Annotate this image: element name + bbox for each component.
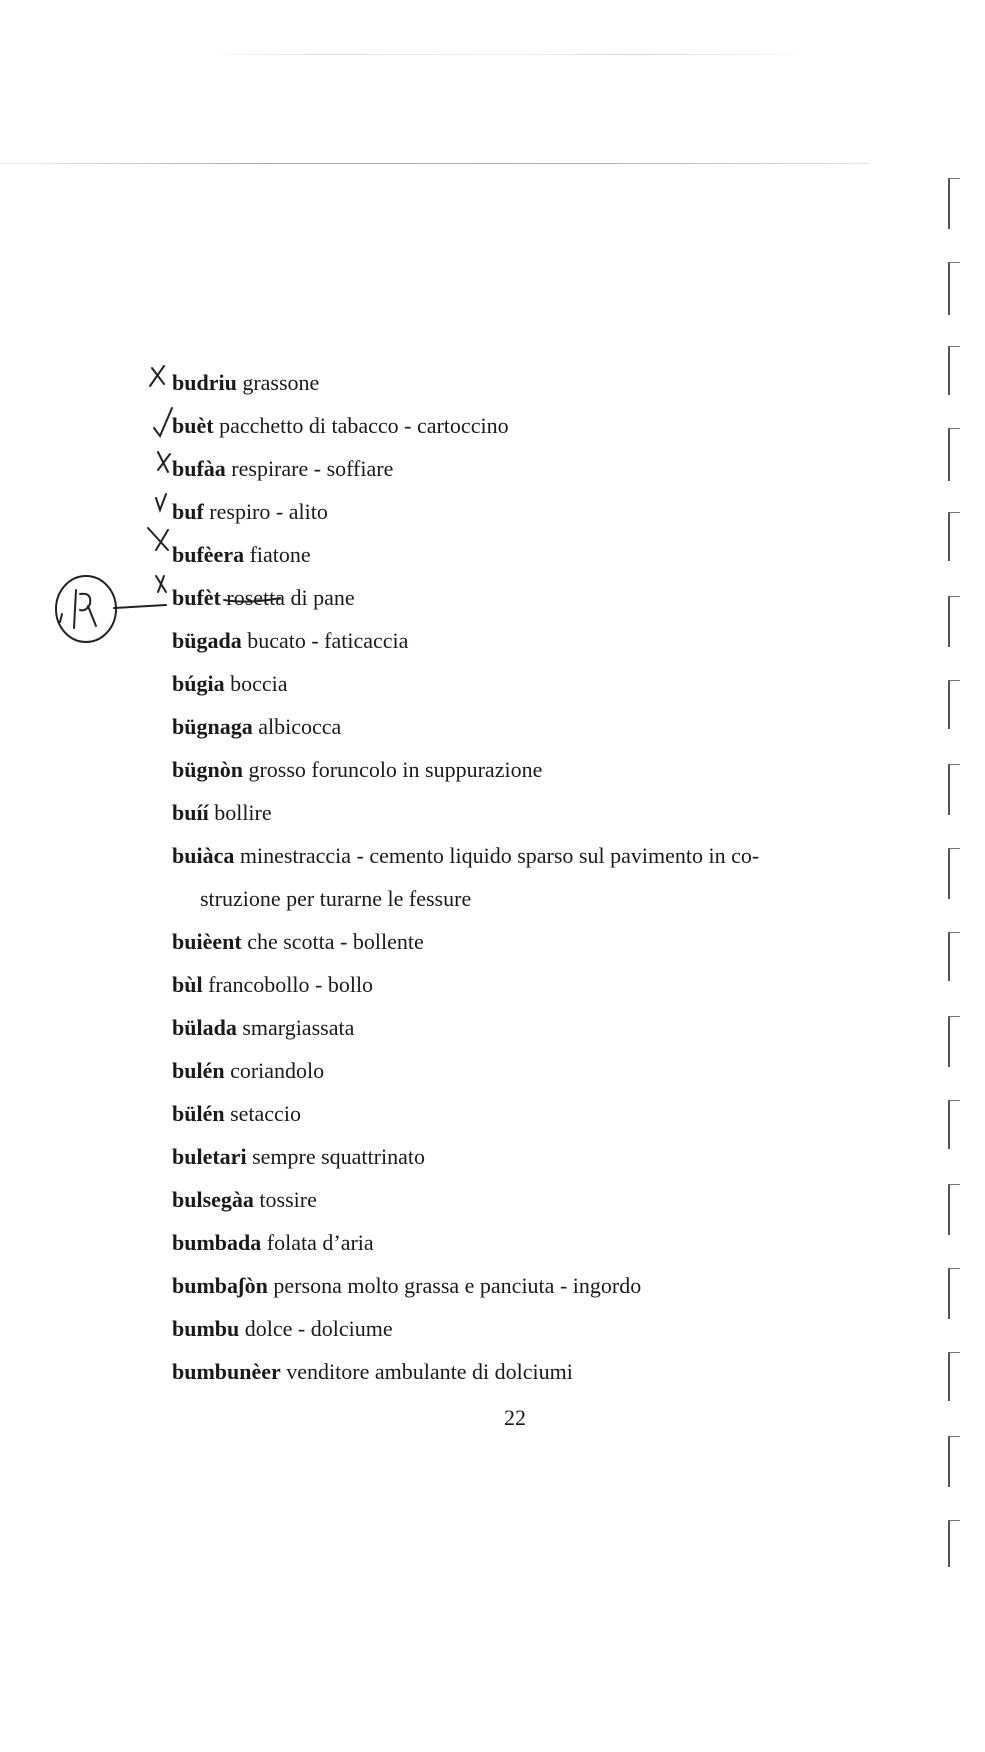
entry-headword: bügnaga	[172, 714, 253, 739]
entry-definition: persona molto grassa e panciuta - ingordo	[273, 1273, 642, 1298]
entry-headword: buièent	[172, 929, 242, 954]
entry-definition: respiro - alito	[209, 499, 328, 524]
entry-definition: che scotta - bollente	[247, 929, 424, 954]
entry-headword: bügada	[172, 628, 242, 653]
entry-definition: respirare - soffiare	[231, 456, 394, 481]
check-mark-x	[148, 528, 168, 550]
entry-definition: boccia	[230, 671, 288, 696]
page-number: 22	[504, 1405, 526, 1430]
entry-headword: buèt	[172, 413, 214, 438]
glossary-entry	[172, 576, 892, 619]
scan-artifact-line	[200, 54, 820, 55]
glossary-entry	[172, 1092, 892, 1135]
entry-definition-continuation: struzione per turarne le fessure	[200, 886, 472, 911]
glossary-entry	[172, 1178, 892, 1221]
entry-headword: buíí	[172, 800, 209, 825]
entry-definition: albicocca	[258, 714, 342, 739]
entry-definition: folata d’aria	[266, 1230, 374, 1255]
entry-definition: pacchetto di tabacco - cartoccino	[219, 413, 509, 438]
check-mark-x	[158, 452, 170, 472]
glossary-entry	[172, 1264, 892, 1307]
entry-definition: grassone	[242, 370, 320, 395]
entry-definition: bollire	[214, 800, 272, 825]
glossary-entry	[172, 361, 892, 404]
entry-definition: grosso foruncolo in suppurazione	[248, 757, 543, 782]
glossary-entry	[172, 748, 892, 791]
check-mark-tick	[154, 408, 172, 436]
entry-headword: budriu	[172, 370, 237, 395]
entry-definition: bucato - faticaccia	[247, 628, 409, 653]
entry-definition: setaccio	[230, 1101, 301, 1126]
entry-headword: bumbada	[172, 1230, 262, 1255]
glossary-entry	[172, 1350, 892, 1393]
check-mark-x	[150, 366, 164, 386]
glossary-entry	[172, 834, 892, 920]
entry-definition: coriandolo	[230, 1058, 325, 1083]
glossary-entry	[172, 404, 892, 447]
header-rule	[0, 163, 870, 164]
entry-headword: bùl	[172, 972, 203, 997]
glossary-entry	[172, 490, 892, 533]
entry-headword: bulsegàa	[172, 1187, 254, 1212]
entry-definition: tossire	[259, 1187, 317, 1212]
entry-headword: bumbunèer	[172, 1359, 281, 1384]
leader-line	[114, 605, 166, 608]
entry-definition: fiatone	[249, 542, 311, 567]
entry-definition: rosetta di pane	[226, 585, 355, 610]
glossary-entry	[172, 791, 892, 834]
glossary-entry	[172, 1135, 892, 1178]
glossary-entry	[172, 619, 892, 662]
entry-headword: buf	[172, 499, 204, 524]
entry-definition: minestraccia - cemento liquido sparso sul pavimento in co-	[239, 843, 760, 868]
entry-headword: bufèera	[172, 542, 245, 567]
glossary-entry	[172, 705, 892, 748]
entry-definition: dolce - dolciume	[244, 1316, 393, 1341]
check-mark-tick	[156, 494, 166, 510]
binding-edge-marks	[940, 170, 980, 1620]
entry-headword: bumbu	[172, 1316, 240, 1341]
glossary-entry	[172, 447, 892, 490]
circled-number-mark	[56, 576, 116, 642]
glossary-entry	[172, 533, 892, 576]
entry-definition: francobollo - bollo	[208, 972, 374, 997]
entry-definition: smargiassata	[242, 1015, 355, 1040]
entry-headword: buiàca	[172, 843, 235, 868]
entry-headword: bulén	[172, 1058, 225, 1083]
glossary-entry	[172, 963, 892, 1006]
entry-definition: sempre squattrinato	[252, 1144, 425, 1169]
entry-definition: venditore ambulante di dolciumi	[286, 1359, 573, 1384]
check-mark-x	[156, 576, 166, 592]
entry-headword: bügnòn	[172, 757, 243, 782]
glossary-entry	[172, 1221, 892, 1264]
glossary-entry	[172, 1049, 892, 1092]
entry-headword: buletari	[172, 1144, 247, 1169]
glossary-entry	[172, 1006, 892, 1049]
entry-headword: bufèt	[172, 585, 221, 610]
glossary-entry	[172, 920, 892, 963]
glossary-entry-list	[172, 361, 892, 1393]
entry-headword: bülén	[172, 1101, 225, 1126]
glossary-entry	[172, 1307, 892, 1350]
entry-headword: búgia	[172, 671, 225, 696]
entry-headword: bülada	[172, 1015, 237, 1040]
entry-headword: bufàa	[172, 456, 226, 481]
entry-headword: bumbaʃòn	[172, 1273, 268, 1298]
glossary-entry	[172, 662, 892, 705]
